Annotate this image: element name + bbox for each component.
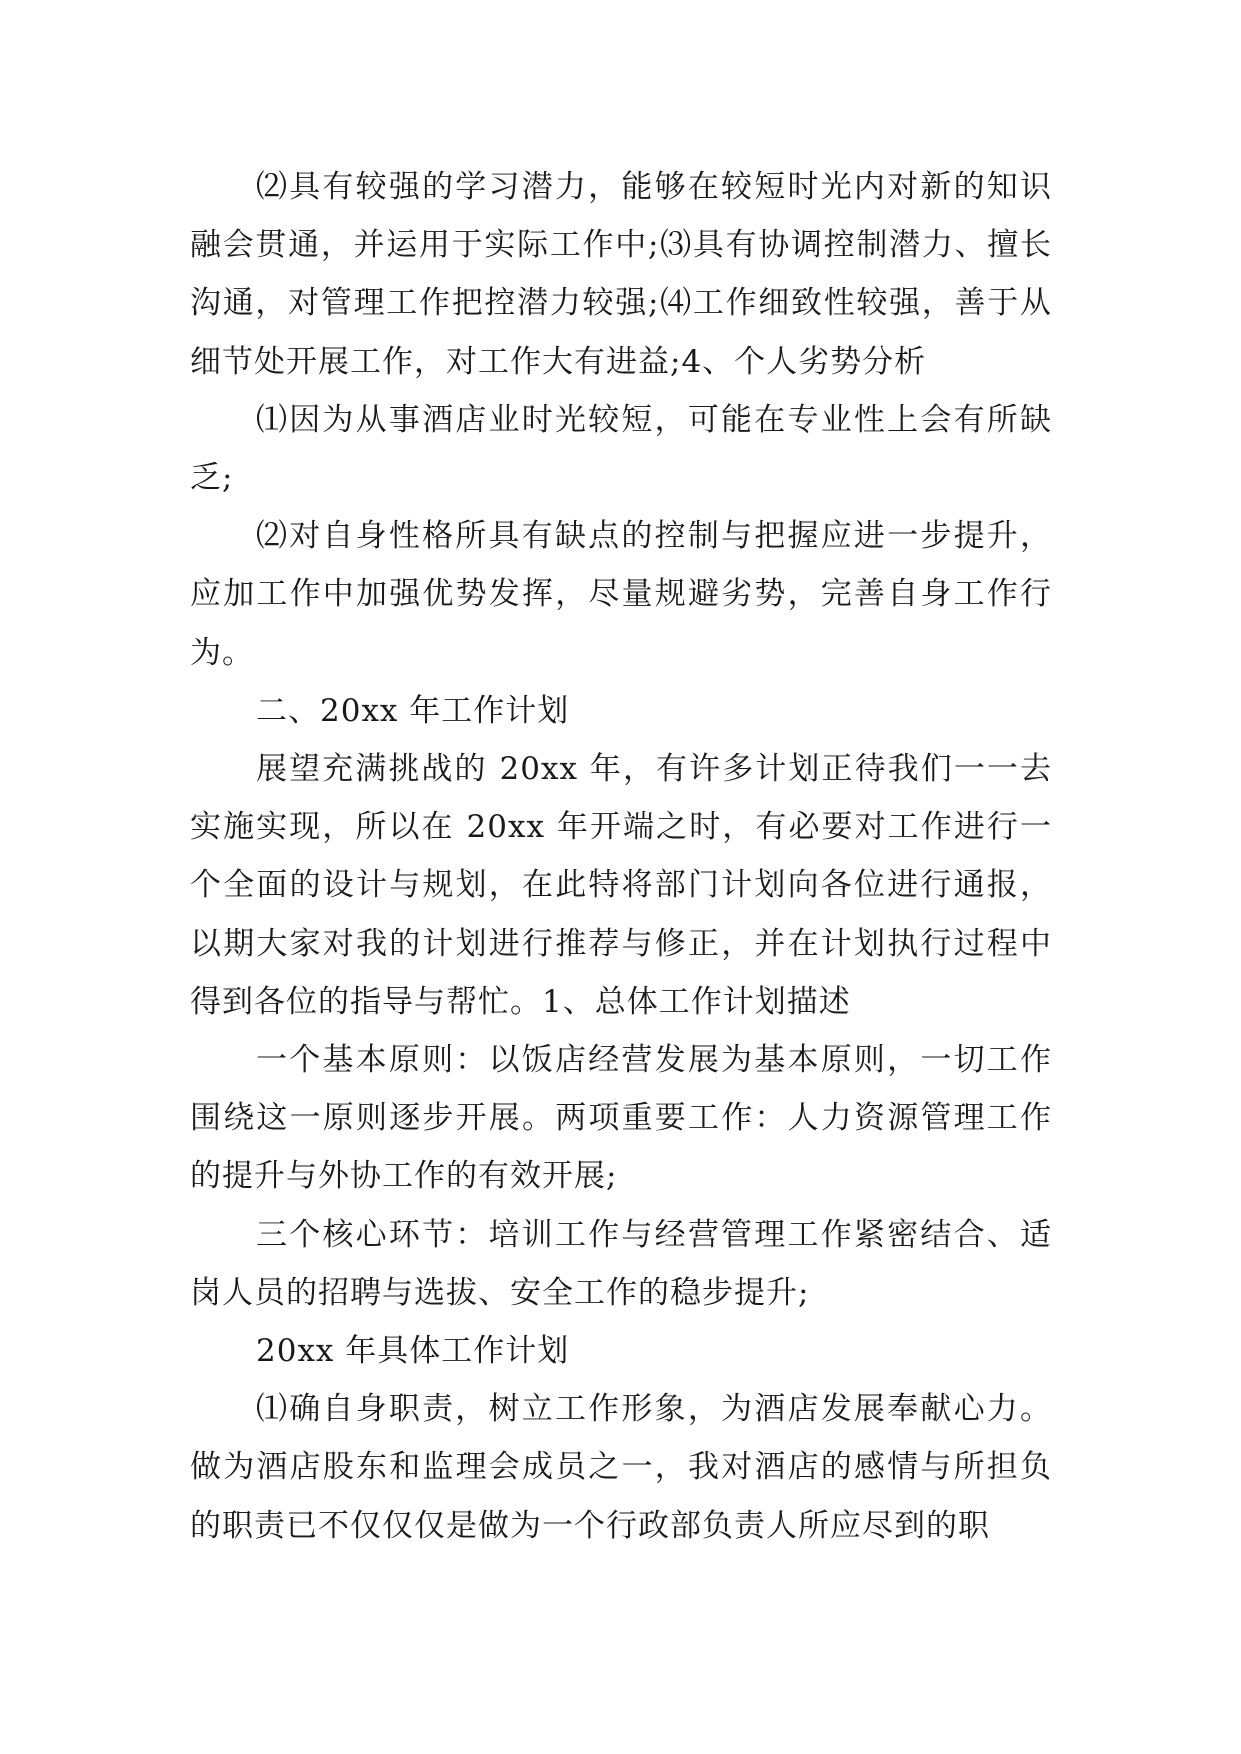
paragraph-weakness-1: ⑴因为从事酒店业时光较短，可能在专业性上会有所缺乏; (190, 401, 1052, 497)
section-heading-work-plan: 二、20xx 年工作计划 (256, 692, 570, 729)
paragraph-weakness-2: ⑵对自身性格所具有缺点的控制与把握应进一步提升，应加工作中加强优势发挥，尽量规避劣势，完善自身工作行为。 (190, 518, 1052, 671)
paragraph-principles: 一个基本原则：以饭店经营发展为基本原则，一切工作围绕这一原则逐步开展。两项重要工作：人力资源管理工作的提升与外协工作的有效开展; (190, 1042, 1052, 1195)
document-body (190, 158, 1052, 1555)
subheading-specific-plan: 20xx 年具体工作计划 (256, 1333, 570, 1370)
paragraph-outlook: 展望充满挑战的 20xx 年，有许多计划正待我们一一去实施实现，所以在 20xx 年开端之时，有必要对工作进行一个全面的设计与规划，在此特将部门计划向各位进行通报，以期大家对我的计划进行推荐与修正，并在计划执行过程中得到各位的指导与帮忙。1、总体工作计划描述 (190, 751, 1052, 1020)
paragraph-core-links: 三个核心环节：培训工作与经营管理工作紧密结合、适岗人员的招聘与选拔、安全工作的稳步提升; (190, 1216, 1052, 1311)
paragraph-responsibilities: ⑴确自身职责，树立工作形象，为酒店发展奉献心力。做为酒店股东和监理会成员之一，我对酒店的感情与所担负的职责已不仅仅仅是做为一个行政部负责人所应尽到的职 (190, 1391, 1052, 1544)
paragraph-strengths: ⑵具有较强的学习潜力，能够在较短时光内对新的知识融会贯通，并运用于实际工作中;⑶具有协调控制潜力、擅长沟通，对管理工作把控潜力较强;⑷工作细致性较强，善于从细节处开展工作，对工作大有进益;4、个人劣势分析 (190, 169, 1052, 380)
